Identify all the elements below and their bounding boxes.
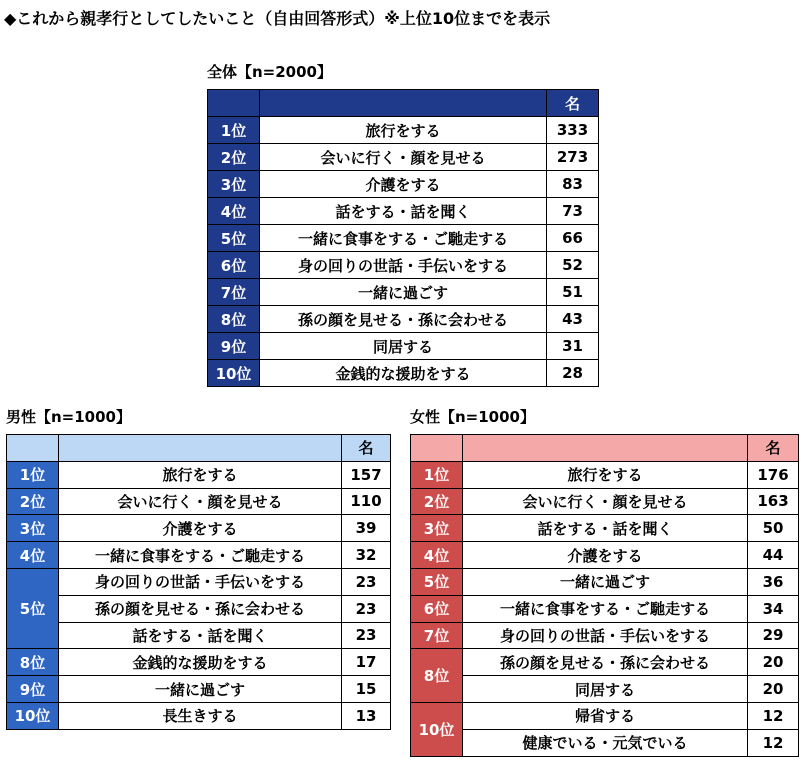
- overall-header-unit: 名: [547, 90, 599, 117]
- table-row: [411, 729, 799, 756]
- male-header-blank-item: [59, 435, 342, 462]
- rank-cell: 5位: [208, 225, 260, 252]
- female-header-blank-rank: [411, 435, 463, 462]
- overall-header-blank-item: [260, 90, 547, 117]
- item-cell: 一緒に食事をする・ご馳走する: [463, 595, 748, 622]
- item-cell: 話をする・話を聞く: [463, 515, 748, 542]
- count-cell: 23: [342, 622, 391, 649]
- count-cell: 43: [547, 306, 599, 333]
- male-ranking-table: [6, 434, 391, 730]
- rank-cell: 4位: [7, 542, 59, 569]
- table-row: [7, 622, 391, 649]
- overall-header-blank-rank: [208, 90, 260, 117]
- table-row: [208, 225, 599, 252]
- rank-cell: 6位: [208, 252, 260, 279]
- count-cell: 273: [547, 144, 599, 171]
- count-cell: 176: [748, 461, 799, 488]
- table-row: [7, 461, 391, 488]
- count-cell: 20: [748, 649, 799, 676]
- table-row: [208, 279, 599, 306]
- item-cell: 身の回りの世話・手伝いをする: [463, 622, 748, 649]
- count-cell: 12: [748, 702, 799, 729]
- item-cell: 会いに行く・顔を見せる: [463, 488, 748, 515]
- table-row: [7, 702, 391, 729]
- item-cell: 介護をする: [260, 171, 547, 198]
- table-row: [208, 306, 599, 333]
- rank-cell: 5位: [411, 568, 463, 595]
- rank-cell: 1位: [7, 461, 59, 488]
- table-row: [7, 568, 391, 595]
- item-cell: 旅行をする: [59, 461, 342, 488]
- item-cell: 金銭的な援助をする: [59, 649, 342, 676]
- count-cell: 52: [547, 252, 599, 279]
- item-cell: 一緒に過ごす: [59, 676, 342, 703]
- table-row: [208, 333, 599, 360]
- item-cell: 帰省する: [463, 702, 748, 729]
- male-header-unit: 名: [342, 435, 391, 462]
- table-row: [7, 649, 391, 676]
- count-cell: 12: [748, 729, 799, 756]
- item-cell: 会いに行く・顔を見せる: [59, 488, 342, 515]
- page-title: ◆これから親孝行としてしたいこと（自由回答形式）※上位10位までを表示: [4, 9, 551, 28]
- count-cell: 44: [748, 542, 799, 569]
- item-cell: 身の回りの世話・手伝いをする: [260, 252, 547, 279]
- table-row: [411, 649, 799, 676]
- rank-cell: 8位: [208, 306, 260, 333]
- item-cell: 長生きする: [59, 702, 342, 729]
- rank-cell: 9位: [208, 333, 260, 360]
- table-row: [411, 702, 799, 729]
- table-row: [208, 198, 599, 225]
- count-cell: 29: [748, 622, 799, 649]
- rank-cell: 5位: [7, 568, 59, 648]
- male-header-blank-rank: [7, 435, 59, 462]
- count-cell: 28: [547, 360, 599, 387]
- item-cell: 同居する: [463, 676, 748, 703]
- item-cell: 一緒に食事をする・ご馳走する: [260, 225, 547, 252]
- overall-header-row: [208, 90, 599, 117]
- table-row: [7, 542, 391, 569]
- table-row: [411, 488, 799, 515]
- table-row: [411, 515, 799, 542]
- count-cell: 39: [342, 515, 391, 542]
- count-cell: 36: [748, 568, 799, 595]
- female-header-unit: 名: [748, 435, 799, 462]
- count-cell: 83: [547, 171, 599, 198]
- table-row: [411, 542, 799, 569]
- count-cell: 23: [342, 595, 391, 622]
- female-ranking-table: [410, 434, 799, 757]
- rank-cell: 4位: [208, 198, 260, 225]
- item-cell: 身の回りの世話・手伝いをする: [59, 568, 342, 595]
- table-row: [208, 252, 599, 279]
- item-cell: 孫の顔を見せる・孫に会わせる: [463, 649, 748, 676]
- rank-cell: 1位: [411, 461, 463, 488]
- count-cell: 157: [342, 461, 391, 488]
- table-row: [208, 117, 599, 144]
- item-cell: 一緒に過ごす: [463, 568, 748, 595]
- item-cell: 話をする・話を聞く: [59, 622, 342, 649]
- rank-cell: 4位: [411, 542, 463, 569]
- count-cell: 110: [342, 488, 391, 515]
- rank-cell: 10位: [208, 360, 260, 387]
- count-cell: 66: [547, 225, 599, 252]
- table-row: [208, 171, 599, 198]
- table-row: [7, 515, 391, 542]
- item-cell: 孫の顔を見せる・孫に会わせる: [260, 306, 547, 333]
- rank-cell: 8位: [7, 649, 59, 676]
- rank-cell: 2位: [7, 488, 59, 515]
- item-cell: 旅行をする: [463, 461, 748, 488]
- item-cell: 会いに行く・顔を見せる: [260, 144, 547, 171]
- count-cell: 50: [748, 515, 799, 542]
- rank-cell: 3位: [7, 515, 59, 542]
- table-row: [7, 488, 391, 515]
- table-row: [208, 360, 599, 387]
- overall-label: 全体【n=2000】: [207, 63, 332, 81]
- item-cell: 同居する: [260, 333, 547, 360]
- count-cell: 31: [547, 333, 599, 360]
- rank-cell: 2位: [411, 488, 463, 515]
- item-cell: 孫の顔を見せる・孫に会わせる: [59, 595, 342, 622]
- overall-ranking-table: [207, 89, 599, 387]
- item-cell: 一緒に過ごす: [260, 279, 547, 306]
- rank-cell: 2位: [208, 144, 260, 171]
- item-cell: 健康でいる・元気でいる: [463, 729, 748, 756]
- table-row: [411, 676, 799, 703]
- count-cell: 15: [342, 676, 391, 703]
- male-label: 男性【n=1000】: [6, 408, 131, 426]
- count-cell: 32: [342, 542, 391, 569]
- rank-cell: 7位: [208, 279, 260, 306]
- count-cell: 73: [547, 198, 599, 225]
- rank-cell: 7位: [411, 622, 463, 649]
- count-cell: 13: [342, 702, 391, 729]
- table-row: [411, 461, 799, 488]
- rank-cell: 1位: [208, 117, 260, 144]
- table-row: [411, 622, 799, 649]
- table-row: [411, 568, 799, 595]
- rank-cell: 8位: [411, 649, 463, 703]
- rank-cell: 10位: [411, 702, 463, 756]
- item-cell: 旅行をする: [260, 117, 547, 144]
- item-cell: 介護をする: [463, 542, 748, 569]
- count-cell: 17: [342, 649, 391, 676]
- count-cell: 20: [748, 676, 799, 703]
- rank-cell: 9位: [7, 676, 59, 703]
- rank-cell: 10位: [7, 702, 59, 729]
- table-row: [208, 144, 599, 171]
- item-cell: 介護をする: [59, 515, 342, 542]
- count-cell: 34: [748, 595, 799, 622]
- female-header-row: [411, 435, 799, 462]
- item-cell: 金銭的な援助をする: [260, 360, 547, 387]
- rank-cell: 6位: [411, 595, 463, 622]
- count-cell: 23: [342, 568, 391, 595]
- count-cell: 51: [547, 279, 599, 306]
- rank-cell: 3位: [411, 515, 463, 542]
- count-cell: 333: [547, 117, 599, 144]
- item-cell: 話をする・話を聞く: [260, 198, 547, 225]
- table-row: [411, 595, 799, 622]
- female-header-blank-item: [463, 435, 748, 462]
- item-cell: 一緒に食事をする・ご馳走する: [59, 542, 342, 569]
- table-row: [7, 595, 391, 622]
- rank-cell: 3位: [208, 171, 260, 198]
- table-row: [7, 676, 391, 703]
- male-header-row: [7, 435, 391, 462]
- count-cell: 163: [748, 488, 799, 515]
- female-label: 女性【n=1000】: [410, 408, 535, 426]
